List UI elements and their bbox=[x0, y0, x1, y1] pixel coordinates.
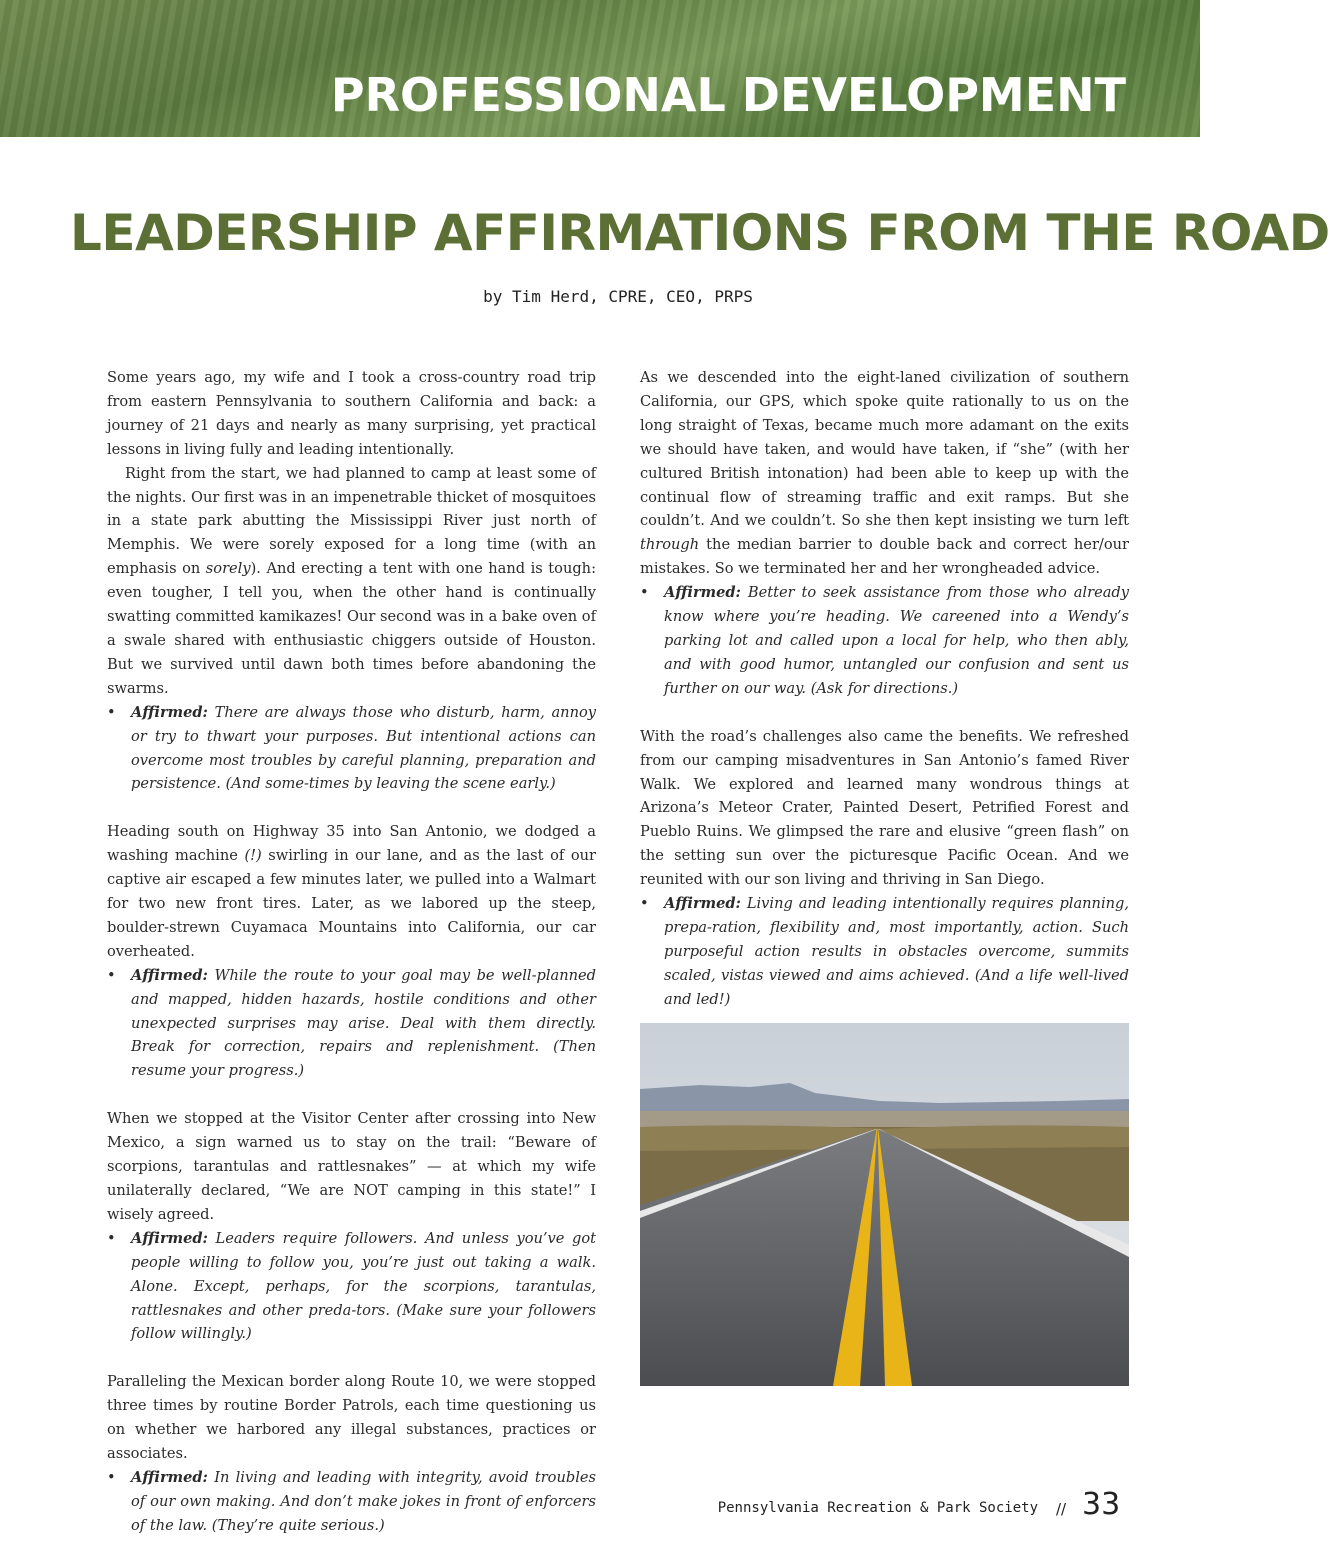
affirmed-label: Affirmed: bbox=[131, 1229, 208, 1247]
bullet-icon: • bbox=[640, 895, 649, 913]
affirmation-item bbox=[107, 1466, 596, 1538]
affirmation-item bbox=[107, 1227, 596, 1347]
affirmation-item bbox=[107, 701, 596, 797]
section-label: PROFESSIONAL DEVELOPMENT bbox=[330, 68, 1126, 122]
affirmation-text: In living and leading with integrity, avoid troubles of our own making. And don’t make jokes in front of enforcers of the law. (They’re quite serious.) bbox=[131, 1468, 597, 1534]
affirmed-label: Affirmed: bbox=[664, 895, 741, 913]
bullet-icon: • bbox=[107, 1468, 116, 1486]
paragraph: Heading south on Highway 35 into San Antonio, we dodged a washing machine (!) swirling in our lane, and as the last of our captive air escaped a few minutes later, we pulled into a Walmart for two new front tires. Later, as we labored up the steep, boulder-strewn Cuyamaca Mountains into California, our car overheated. bbox=[107, 823, 596, 960]
road-photo bbox=[640, 1023, 1129, 1386]
affirmation-item bbox=[640, 581, 1129, 701]
article-byline: by Tim Herd, CPRE, CEO, PRPS bbox=[483, 287, 753, 306]
affirmed-label: Affirmed: bbox=[131, 703, 208, 721]
affirmed-label: Affirmed: bbox=[664, 584, 741, 602]
paragraph: Right from the start, we had planned to camp at least some of the nights. Our first was in an impenetrable thicket of mosquitoes in a state park abutting the Mississippi River just north of Memphis. We were sorely exposed for a long time (with an emphasis on sorely). And erecting a tent with one hand is tough: even tougher, I tell you, when the other hand is continually swatting committed kamikazes! Our second was in a bake oven of a swale shared with enthusiastic chiggers outside of Houston. But we survived until dawn both times before abandoning the swarms. bbox=[107, 464, 596, 697]
affirmation-text: Better to seek assistance from those who already know where you’re heading. We careened into a Wendy’s parking lot and called upon a local for help, who then ably, and with good humor, untangled our confusion and sent us further on our way. (Ask for directions.) bbox=[664, 584, 1129, 697]
affirmation-text: There are always those who disturb, harm, annoy or try to thwart your purposes. But intentional actions can overcome most troubles by careful planning, preparation and persistence. (And some-times by leaving the scene early.) bbox=[131, 703, 597, 793]
paragraph: Paralleling the Mexican border along Route 10, we were stopped three times by routine Border Patrols, each time questioning us on whether we harbored any illegal substances, practices or associates. bbox=[107, 1373, 596, 1463]
article-title: LEADERSHIP AFFIRMATIONS FROM THE ROAD bbox=[70, 204, 1330, 262]
bullet-icon: • bbox=[107, 703, 116, 721]
affirmation-item bbox=[107, 964, 596, 1084]
bullet-icon: • bbox=[107, 1229, 116, 1247]
affirmation-text: Leaders require followers. And unless you’ve got people willing to follow you, you’re just out taking a walk. Alone. Except, perhaps, for the scorpions, tarantulas, rattlesnakes and other preda-tors. (Make sure your followers follow willingly.) bbox=[131, 1229, 596, 1343]
bullet-icon: • bbox=[107, 966, 116, 984]
paragraph: As we descended into the eight-laned civilization of southern California, our GPS, which spoke quite rationally to us on the long straight of Texas, became much more adamant on the exits we should have taken, and would have taken, if “she” (with her cultured British intonation) had been able to keep up with the continual flow of streaming traffic and exit ramps. But she couldn’t. And we couldn’t. So she then kept insisting we turn left through the median barrier to double back and correct her/our mistakes. So we terminated her and her wrongheaded advice. bbox=[640, 369, 1129, 578]
affirmed-label: Affirmed: bbox=[131, 1468, 208, 1486]
right-column bbox=[640, 366, 1129, 1012]
affirmed-label: Affirmed: bbox=[131, 966, 208, 984]
affirmation-text: Living and leading intentionally requires planning, prepa-ration, flexibility and, most importantly, action. Such purposeful action results in obstacles overcome, summits scaled, vistas viewed and aims achieved. (And a life well-lived and led!) bbox=[664, 895, 1130, 1008]
affirmation-item bbox=[640, 892, 1129, 1012]
section-banner bbox=[0, 0, 1200, 137]
paragraph: Some years ago, my wife and I took a cross-country road trip from eastern Pennsylvania to southern California and back: a journey of 21 days and nearly as many surprising, yet practical lessons in living fully and leading intentionally. bbox=[107, 369, 596, 458]
bullet-icon: • bbox=[640, 584, 649, 602]
footer-separator: // bbox=[1056, 1500, 1067, 1518]
paragraph: With the road’s challenges also came the benefits. We refreshed from our camping misadventures in San Antonio’s famed River Walk. We explored and learned many wondrous things at Arizona’s Meteor Crater, Painted Desert, Petrified Forest and Pueblo Ruins. We glimpsed the rare and elusive “green flash” on the setting sun over the picturesque Pacific Ocean. And we reunited with our son living and thriving in San Diego. bbox=[640, 727, 1129, 889]
affirmation-text: While the route to your goal may be well-planned and mapped, hidden hazards, hostile conditions and other unexpected surprises may arise. Deal with them directly. Break for correction, repairs and replenishment. (Then resume your progress.) bbox=[131, 966, 596, 1080]
left-column bbox=[107, 366, 596, 1538]
page-number: 33 bbox=[1082, 1487, 1121, 1522]
paragraph: When we stopped at the Visitor Center after crossing into New Mexico, a sign warned us to stay on the trail: “Beware of scorpions, tarantulas and rattlesnakes” — at which my wife unilaterally declared, “We are NOT camping in this state!” I wisely agreed. bbox=[107, 1110, 596, 1223]
publication-name: Pennsylvania Recreation & Park Society bbox=[717, 1500, 1038, 1516]
